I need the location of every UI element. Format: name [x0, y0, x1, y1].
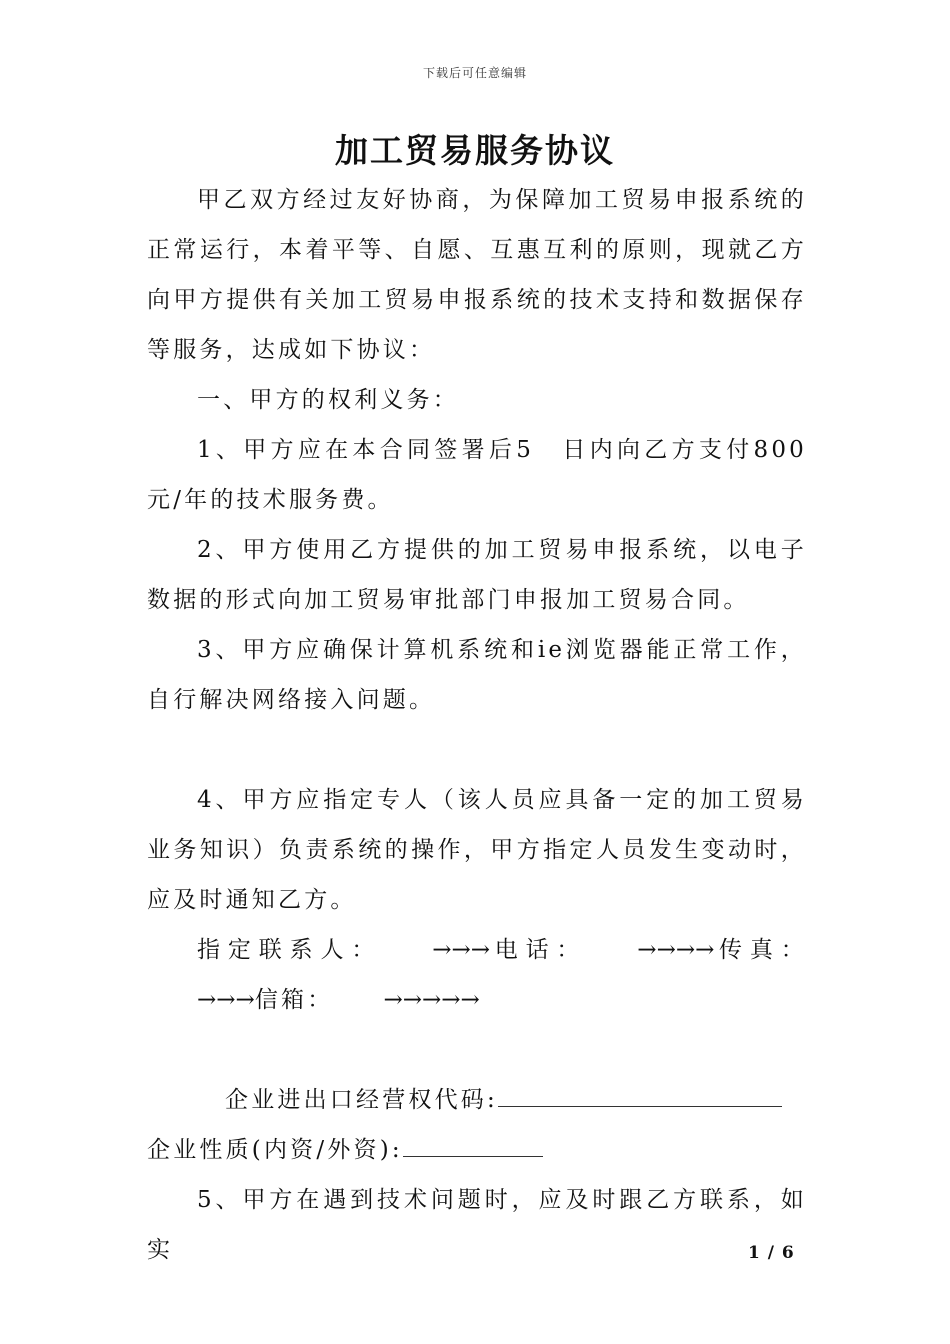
clause-1: 1、甲方应在本合同签署后5 日内向乙方支付800 元/年的技术服务费。: [147, 437, 834, 513]
contact-person-label: 指定联系人：: [197, 937, 383, 963]
fax-blank: →→→: [197, 987, 255, 1013]
intro-paragraph: 甲乙双方经过友好协商，为保障加工贸易申报系统的正常运行，本着平等、自愿、互惠互利的原则，现就乙方向甲方提供有关加工贸易申报系统的技术支持和数据保存等服务，达成如下协议：: [147, 187, 807, 363]
contact-line: [147, 925, 807, 1025]
document-body: [147, 175, 834, 1275]
phone-blank: →→→→: [637, 937, 715, 963]
document-title: 加工贸易服务协议: [335, 131, 615, 170]
clause-4: 4、甲方应指定专人（该人员应具备一定的加工贸易业务知识）负责系统的操作，甲方指定人员发生变动时，应及时通知乙方。: [147, 787, 807, 913]
clause-5: 5、甲方在遇到技术问题时，应及时跟乙方联系，如实: [147, 1187, 807, 1263]
clause-2: 2、甲方使用乙方提供的加工贸易申报系统，以电子数据的形式向加工贸易审批部门申报加工贸易合同。: [147, 537, 807, 613]
blank-line: [147, 725, 807, 775]
phone-label: 电话：: [490, 937, 588, 963]
fax-label: 传真：: [714, 937, 807, 963]
contact-person-blank: →→→: [432, 937, 491, 963]
page-number: 1 / 6: [748, 1243, 795, 1263]
enterprise-nature-field[interactable]: [403, 1134, 543, 1157]
section-heading-party-a: 一、甲方的权利义务：: [197, 387, 459, 413]
trade-code-line: [147, 1075, 807, 1125]
mail-label: 信箱：: [254, 987, 334, 1013]
trade-code-field[interactable]: [498, 1084, 782, 1107]
clause-3: 3、甲方应确保计算机系统和ie浏览器能正常工作，自行解决网络接入问题。: [147, 637, 807, 713]
enterprise-nature-label: 企业性质(内资/外资):: [147, 1137, 403, 1163]
header-note: 下载后可任意编辑: [422, 66, 527, 80]
mail-blank: →→→→→: [383, 987, 480, 1013]
enterprise-nature-line: [147, 1125, 807, 1175]
blank-line: [147, 1025, 807, 1075]
trade-code-label: 企业进出口经营权代码:: [225, 1087, 498, 1113]
